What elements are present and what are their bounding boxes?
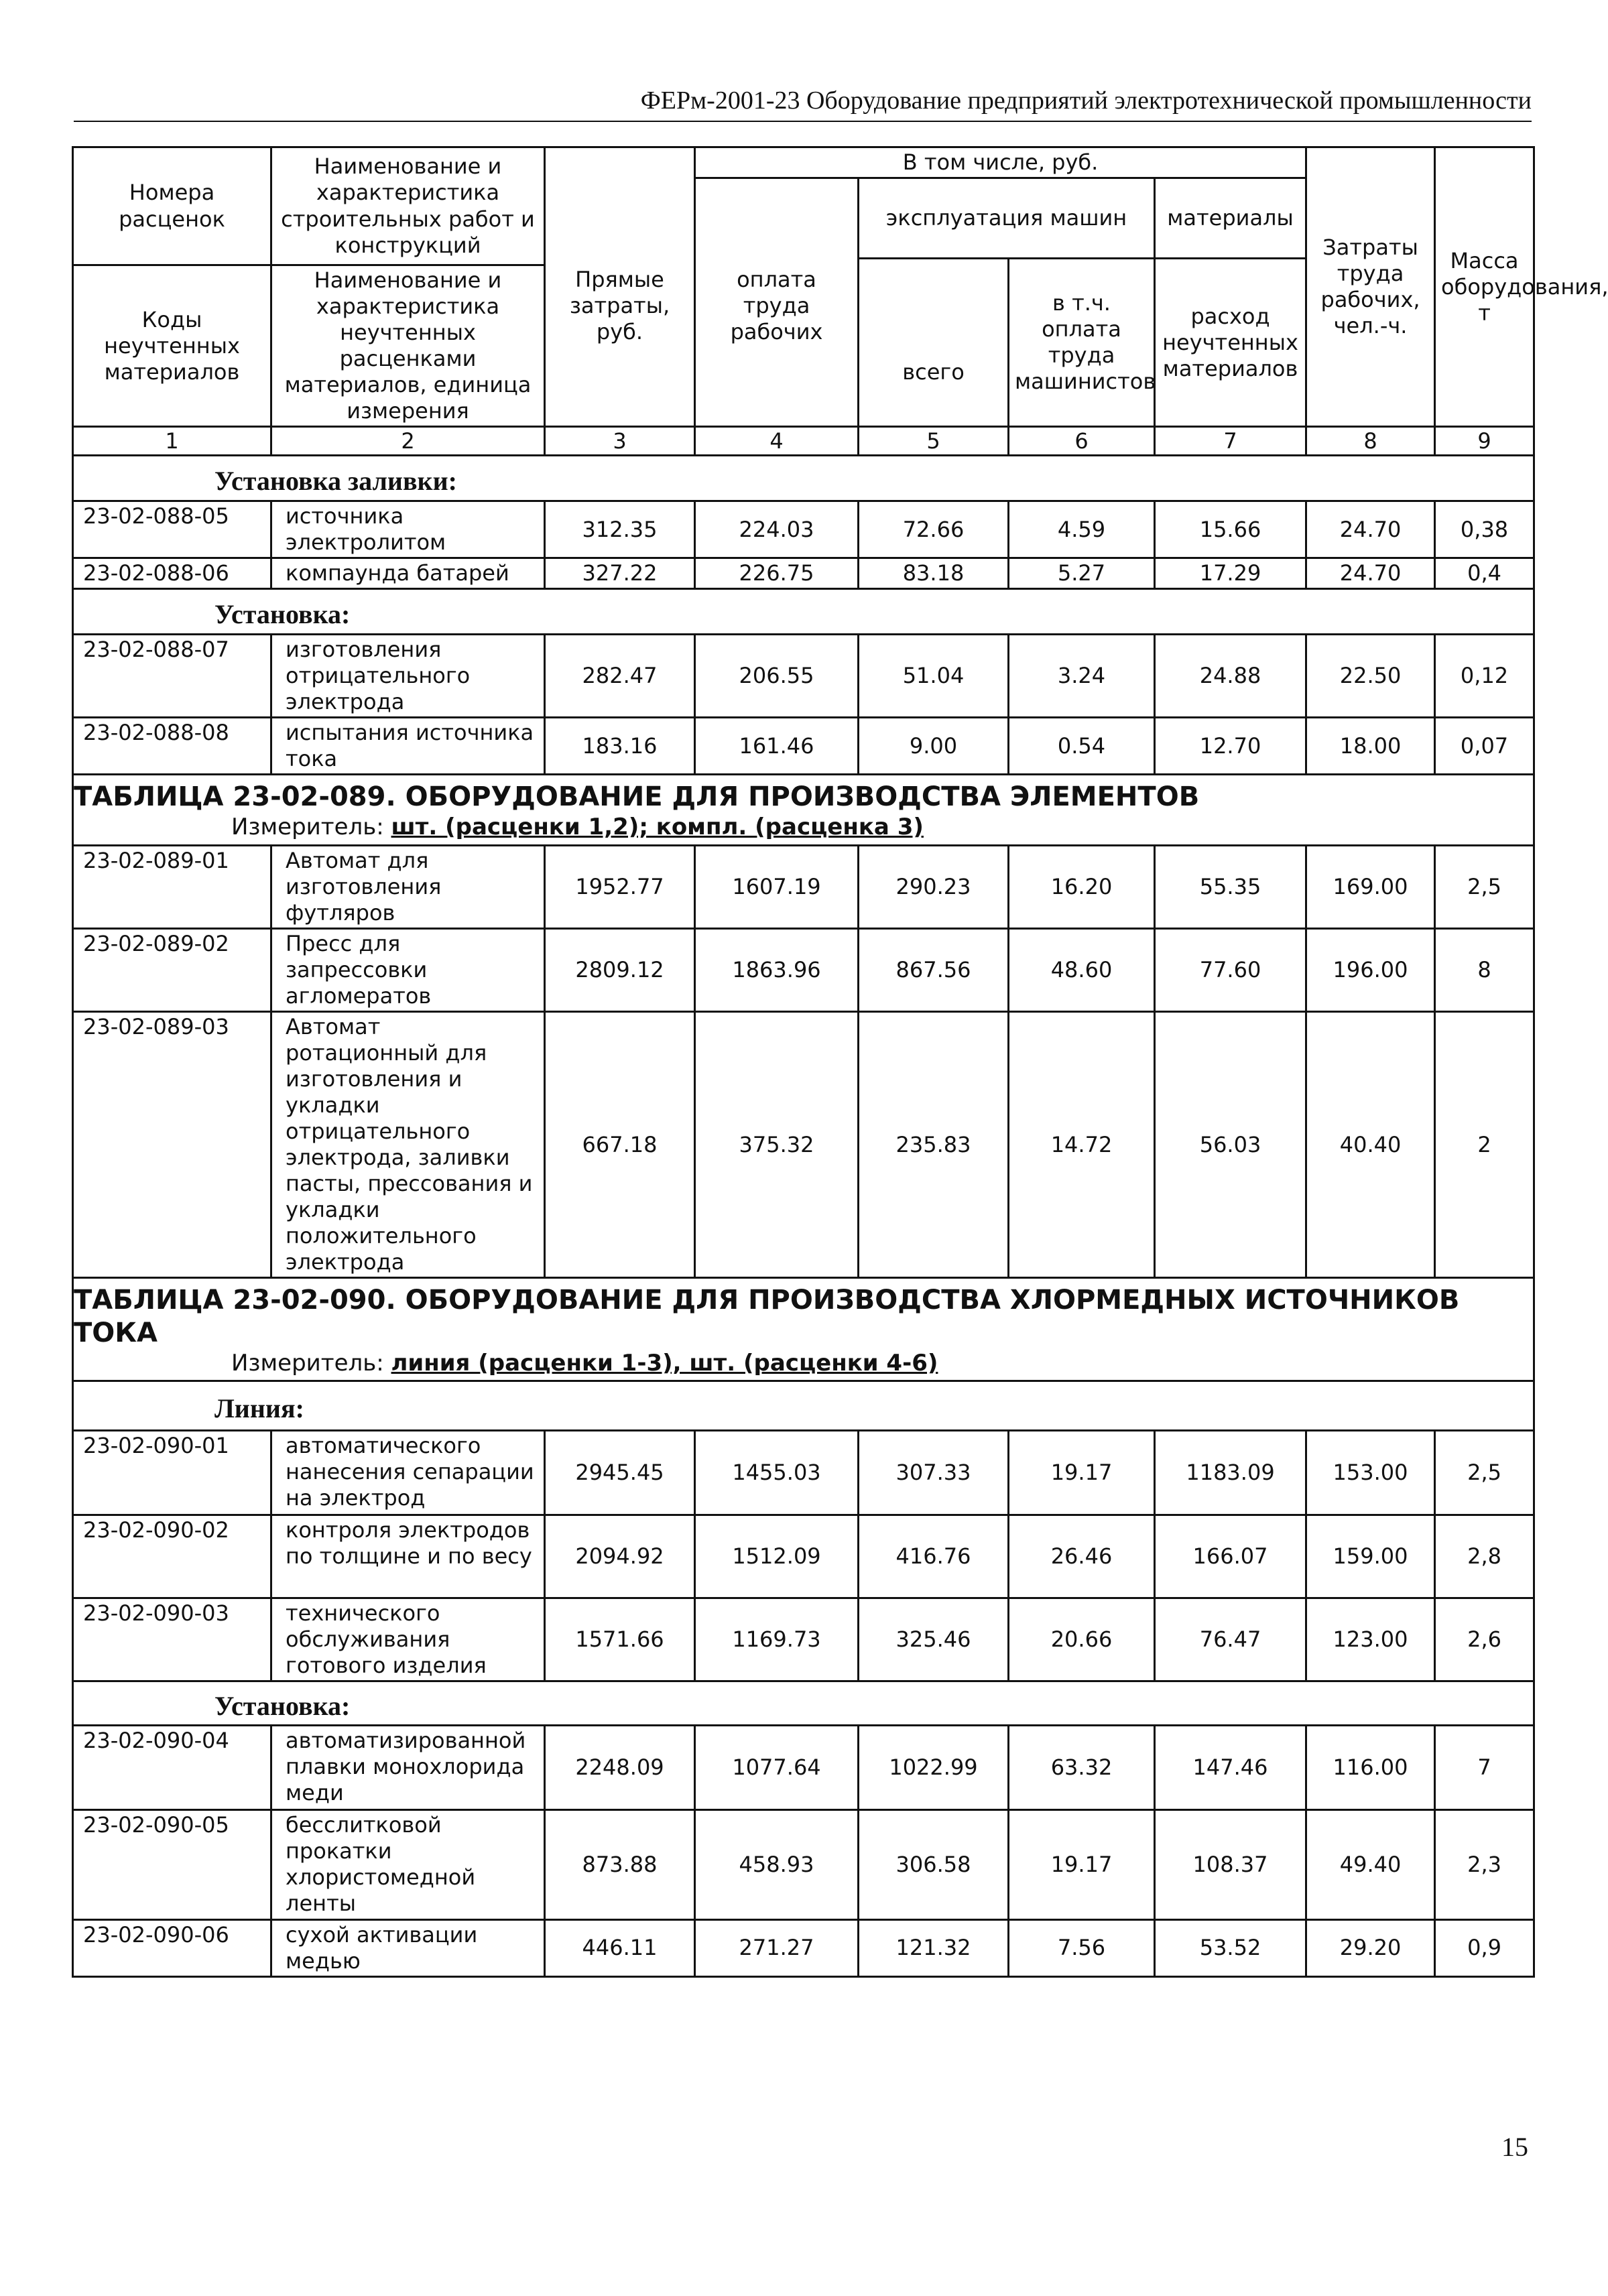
- equipment-mass: 2,8: [1435, 1515, 1534, 1598]
- hdr-work-name: Наименование и характеристика строительных работ и конструкций: [271, 147, 545, 265]
- hdr-direct-costs: Прямые затраты, руб.: [545, 147, 695, 427]
- labor-hours: 24.70: [1306, 558, 1435, 589]
- labor-hours: 196.00: [1306, 928, 1435, 1011]
- col-number: 3: [545, 427, 695, 456]
- measure-line: [73, 814, 1534, 845]
- worker-pay: 271.27: [695, 1919, 859, 1976]
- materials-cost: 15.66: [1155, 501, 1306, 558]
- rate-name: контроля электродов по толщине и по весу: [271, 1515, 545, 1598]
- hdr-equipment-mass: Масса оборудования, т: [1435, 147, 1534, 427]
- rate-code: 23-02-089-03: [73, 1011, 271, 1277]
- worker-pay: 1455.03: [695, 1431, 859, 1515]
- labor-hours: 123.00: [1306, 1598, 1435, 1681]
- machinist-pay: 48.60: [1009, 928, 1155, 1011]
- rate-code: 23-02-090-01: [73, 1431, 271, 1515]
- rate-code: 23-02-090-04: [73, 1726, 271, 1810]
- labor-hours: 40.40: [1306, 1011, 1435, 1277]
- hdr-materials: материалы: [1155, 178, 1306, 259]
- page-number: 15: [1501, 2132, 1528, 2162]
- hdr-material-codes: Коды неучтенных материалов: [73, 265, 271, 427]
- worker-pay: 1169.73: [695, 1598, 859, 1681]
- norm-table: [72, 146, 1608, 1978]
- machines-total: 306.58: [859, 1810, 1009, 1919]
- machines-total: 307.33: [859, 1431, 1009, 1515]
- worker-pay: 1607.19: [695, 845, 859, 928]
- materials-cost: 77.60: [1155, 928, 1306, 1011]
- direct-costs: 312.35: [545, 501, 695, 558]
- rate-code: 23-02-090-05: [73, 1810, 271, 1919]
- direct-costs: 873.88: [545, 1810, 695, 1919]
- labor-hours: 116.00: [1306, 1726, 1435, 1810]
- measure-value: линия (расценки 1-3), шт. (расценки 4-6): [391, 1349, 938, 1377]
- hdr-machinist-pay: в т.ч. оплата труда машинистов: [1009, 259, 1155, 427]
- rate-code: 23-02-088-07: [73, 635, 271, 718]
- section-heading: Линия:: [73, 1381, 1534, 1431]
- machines-total: 51.04: [859, 635, 1009, 718]
- rate-name: Пресс для запрессовки агломератов: [271, 928, 545, 1011]
- labor-hours: 169.00: [1306, 845, 1435, 928]
- col-number: 5: [859, 427, 1009, 456]
- machines-total: 325.46: [859, 1598, 1009, 1681]
- worker-pay: 1863.96: [695, 928, 859, 1011]
- col-number: 6: [1009, 427, 1155, 456]
- machines-total: 83.18: [859, 558, 1009, 589]
- hdr-including: В том числе, руб.: [695, 147, 1306, 178]
- materials-cost: 147.46: [1155, 1726, 1306, 1810]
- worker-pay: 206.55: [695, 635, 859, 718]
- rate-code: 23-02-090-02: [73, 1515, 271, 1598]
- rate-code: 23-02-090-03: [73, 1598, 271, 1681]
- machines-total: 121.32: [859, 1919, 1009, 1976]
- equipment-mass: 0,12: [1435, 635, 1534, 718]
- table-title: ТАБЛИЦА 23-02-090. ОБОРУДОВАНИЕ ДЛЯ ПРОИЗВОДСТВА ХЛОРМЕДНЫХ ИСТОЧНИКОВ ТОКА: [73, 1278, 1534, 1350]
- materials-cost: 24.88: [1155, 635, 1306, 718]
- machinist-pay: 19.17: [1009, 1431, 1155, 1515]
- rate-code: 23-02-089-02: [73, 928, 271, 1011]
- direct-costs: 1952.77: [545, 845, 695, 928]
- machinist-pay: 19.17: [1009, 1810, 1155, 1919]
- hdr-rate-numbers: Номера расценок: [73, 147, 271, 265]
- table-title: ТАБЛИЦА 23-02-089. ОБОРУДОВАНИЕ ДЛЯ ПРОИЗВОДСТВА ЭЛЕМЕНТОВ: [73, 775, 1534, 814]
- materials-cost: 55.35: [1155, 845, 1306, 928]
- direct-costs: 183.16: [545, 718, 695, 775]
- materials-cost: 1183.09: [1155, 1431, 1306, 1515]
- materials-cost: 56.03: [1155, 1011, 1306, 1277]
- equipment-mass: 0,38: [1435, 501, 1534, 558]
- labor-hours: 24.70: [1306, 501, 1435, 558]
- rate-code: 23-02-088-05: [73, 501, 271, 558]
- equipment-mass: 0,9: [1435, 1919, 1534, 1976]
- rate-name: испытания источника тока: [271, 718, 545, 775]
- hdr-material-name: Наименование и характеристика неучтенных расценками материалов, единица измерения: [271, 265, 545, 427]
- worker-pay: 375.32: [695, 1011, 859, 1277]
- rate-name: автоматического нанесения сепарации на электрод: [271, 1431, 545, 1515]
- rate-name: источника электролитом: [271, 501, 545, 558]
- equipment-mass: 0,4: [1435, 558, 1534, 589]
- section-heading: Установка заливки:: [73, 456, 1534, 501]
- rate-name: Автомат ротационный для изготовления и укладки отрицательного электрода, заливки пасты, прессования и укладки положительного электрода: [271, 1011, 545, 1277]
- labor-hours: 22.50: [1306, 635, 1435, 718]
- machinist-pay: 0.54: [1009, 718, 1155, 775]
- measure-value: шт. (расценки 1,2); компл. (расценка 3): [391, 814, 924, 841]
- direct-costs: 1571.66: [545, 1598, 695, 1681]
- machinist-pay: 26.46: [1009, 1515, 1155, 1598]
- equipment-mass: 2,3: [1435, 1810, 1534, 1919]
- measure-label: Измеритель:: [231, 1349, 391, 1377]
- equipment-mass: 7: [1435, 1726, 1534, 1810]
- measure-line: [73, 1350, 1534, 1381]
- machines-total: 9.00: [859, 718, 1009, 775]
- direct-costs: 327.22: [545, 558, 695, 589]
- labor-hours: 29.20: [1306, 1919, 1435, 1976]
- rate-code: 23-02-088-08: [73, 718, 271, 775]
- labor-hours: 153.00: [1306, 1431, 1435, 1515]
- hdr-labor-hours: Затраты труда рабочих, чел.-ч.: [1306, 147, 1435, 427]
- labor-hours: 49.40: [1306, 1810, 1435, 1919]
- machines-total: 416.76: [859, 1515, 1009, 1598]
- worker-pay: 224.03: [695, 501, 859, 558]
- worker-pay: 1512.09: [695, 1515, 859, 1598]
- section-heading: Установка:: [73, 1681, 1534, 1726]
- machinist-pay: 16.20: [1009, 845, 1155, 928]
- hdr-machines-total: всего: [859, 259, 1009, 427]
- worker-pay: 226.75: [695, 558, 859, 589]
- machinist-pay: 4.59: [1009, 501, 1155, 558]
- direct-costs: 2809.12: [545, 928, 695, 1011]
- direct-costs: 282.47: [545, 635, 695, 718]
- rate-name: компаунда батарей: [271, 558, 545, 589]
- machinist-pay: 20.66: [1009, 1598, 1155, 1681]
- materials-cost: 12.70: [1155, 718, 1306, 775]
- machinist-pay: 5.27: [1009, 558, 1155, 589]
- col-number: 4: [695, 427, 859, 456]
- materials-cost: 53.52: [1155, 1919, 1306, 1976]
- running-header: ФЕРм-2001-23 Оборудование предприятий электротехнической промышленности: [74, 80, 1532, 122]
- equipment-mass: 0,07: [1435, 718, 1534, 775]
- materials-cost: 166.07: [1155, 1515, 1306, 1598]
- measure-label: Измеритель:: [231, 814, 391, 841]
- machines-total: 1022.99: [859, 1726, 1009, 1810]
- direct-costs: 446.11: [545, 1919, 695, 1976]
- section-heading: Установка:: [73, 589, 1534, 635]
- col-number: 2: [271, 427, 545, 456]
- machines-total: 867.56: [859, 928, 1009, 1011]
- col-number: 7: [1155, 427, 1306, 456]
- labor-hours: 18.00: [1306, 718, 1435, 775]
- direct-costs: 2248.09: [545, 1726, 695, 1810]
- rate-name: Автомат для изготовления футляров: [271, 845, 545, 928]
- col-number: 9: [1435, 427, 1534, 456]
- direct-costs: 667.18: [545, 1011, 695, 1277]
- col-number: 1: [73, 427, 271, 456]
- rate-name: сухой активации медью: [271, 1919, 545, 1976]
- equipment-mass: 2,6: [1435, 1598, 1534, 1681]
- materials-cost: 17.29: [1155, 558, 1306, 589]
- rate-code: 23-02-089-01: [73, 845, 271, 928]
- materials-cost: 108.37: [1155, 1810, 1306, 1919]
- col-number: 8: [1306, 427, 1435, 456]
- equipment-mass: 2: [1435, 1011, 1534, 1277]
- hdr-unaccounted-materials: расход неучтенных материалов: [1155, 259, 1306, 427]
- worker-pay: 458.93: [695, 1810, 859, 1919]
- direct-costs: 2094.92: [545, 1515, 695, 1598]
- machines-total: 235.83: [859, 1011, 1009, 1277]
- rate-name: бесслитковой прокатки хлористомедной ленты: [271, 1810, 545, 1919]
- rate-code: 23-02-088-06: [73, 558, 271, 589]
- worker-pay: 1077.64: [695, 1726, 859, 1810]
- materials-cost: 76.47: [1155, 1598, 1306, 1681]
- equipment-mass: 2,5: [1435, 845, 1534, 928]
- direct-costs: 2945.45: [545, 1431, 695, 1515]
- rate-name: технического обслуживания готового изделия: [271, 1598, 545, 1681]
- machines-total: 290.23: [859, 845, 1009, 928]
- equipment-mass: 8: [1435, 928, 1534, 1011]
- equipment-mass: 2,5: [1435, 1431, 1534, 1515]
- hdr-machine-operation: эксплуатация машин: [859, 178, 1155, 259]
- hdr-worker-pay: оплата труда рабочих: [695, 178, 859, 427]
- rate-name: автоматизированной плавки монохлорида меди: [271, 1726, 545, 1810]
- labor-hours: 159.00: [1306, 1515, 1435, 1598]
- worker-pay: 161.46: [695, 718, 859, 775]
- rate-name: изготовления отрицательного электрода: [271, 635, 545, 718]
- machinist-pay: 7.56: [1009, 1919, 1155, 1976]
- machinist-pay: 14.72: [1009, 1011, 1155, 1277]
- machinist-pay: 3.24: [1009, 635, 1155, 718]
- rate-code: 23-02-090-06: [73, 1919, 271, 1976]
- machinist-pay: 63.32: [1009, 1726, 1155, 1810]
- machines-total: 72.66: [859, 501, 1009, 558]
